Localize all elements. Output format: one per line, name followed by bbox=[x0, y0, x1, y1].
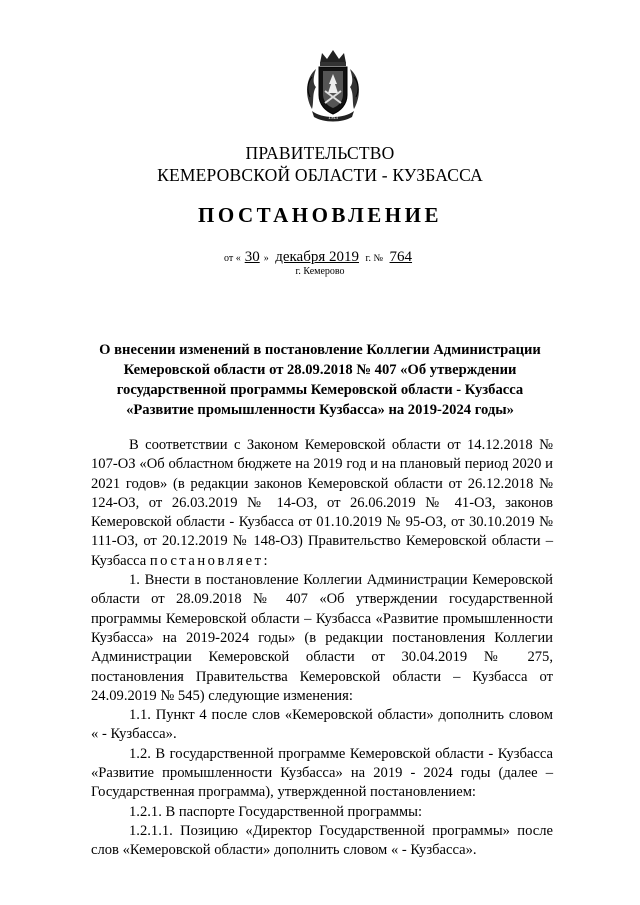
government-name-line1: ПРАВИТЕЛЬСТВО bbox=[245, 143, 395, 163]
paragraph-item-1-2-1-1: 1.2.1.1. Позицию «Директор Государственной программы» после слов «Кемеровской области» дополнить словом « - Кузбасса». bbox=[91, 822, 553, 859]
document-number: 764 bbox=[389, 249, 413, 265]
document-type: ПОСТАНОВЛЕНИЕ bbox=[198, 203, 442, 227]
paragraph-item-1: 1. Внести в постановление Коллегии Администрации Кемеровской области от 28.09.2018 № 407 «Об утверждении государственной программы Кемеровской области – Кузбасса «Развитие промышленности Кузбасса» на 2019-2024 годы» (в редакции постановления Коллегии Администрации Кемеровской области от 30.04.2019 № 275, постановления Правительства Кемеровской области – Кузбасса от 24.09.2019 № 545) следующие изменения: bbox=[91, 572, 553, 704]
date-month-year: декабря 2019 bbox=[275, 249, 359, 265]
number-label: № bbox=[373, 253, 384, 264]
paragraph-item-1-2-1: 1.2.1. В паспорте Государственной программы: bbox=[129, 803, 423, 820]
paragraph-item-1-2: 1.2. В государственной программе Кемеровской области - Кузбасса «Развитие промышленности Кузбасса» на 2019 - 2024 годы (далее – Государственная программа), утвержденной постановлением: bbox=[91, 745, 553, 801]
coat-of-arms-icon bbox=[302, 47, 364, 127]
resolves-word: постановляет: bbox=[149, 552, 271, 569]
title-line: О внесении изменений в постановление Коллегии Администрации bbox=[99, 342, 541, 358]
paragraph-preamble bbox=[91, 436, 553, 571]
government-name-line2: КЕМЕРОВСКОЙ ОБЛАСТИ - КУЗБАССА bbox=[157, 165, 483, 185]
title-line: «Развитие промышленности Кузбасса» на 2019-2024 годы» bbox=[126, 402, 514, 418]
date-suffix: г. bbox=[365, 253, 371, 264]
date-separator: » bbox=[263, 253, 269, 264]
city-name: г. Кемерово bbox=[295, 266, 345, 277]
date-prefix: от « bbox=[223, 253, 241, 264]
paragraph-item-1-1: 1.1. Пункт 4 после слов «Кемеровской области» дополнить словом « - Кузбасса». bbox=[91, 707, 553, 743]
document-title bbox=[96, 340, 544, 420]
title-line: государственной программы Кемеровской области - Кузбасса bbox=[116, 382, 524, 398]
title-line: Кемеровской области от 28.09.2018 № 407 «Об утверждении bbox=[123, 362, 517, 378]
preamble-text: В соответствии с Законом Кемеровской области от 14.12.2018 № 107-ОЗ «Об областном бюджете на 2019 год и на плановый период 2020 и 2021 годов» (в редакции законов Кемеровской области от 26.12.2018 № 124-ОЗ, от 26.03.2019 № 14-ОЗ, от 26.06.2019 № 41-ОЗ, законов Кемеровской области - Кузбасса от 01.10.2019 № 95-ОЗ, от 30.10.2019 № 111-ОЗ, от 20.12.2019 № 148-ОЗ) Правительство Кемеровской области – Кузбасса bbox=[91, 437, 553, 569]
document-date-line bbox=[0, 248, 640, 268]
emblem-ribbon-text: 1943 bbox=[328, 116, 338, 121]
document-body bbox=[91, 436, 553, 861]
date-day: 30 bbox=[244, 249, 260, 265]
